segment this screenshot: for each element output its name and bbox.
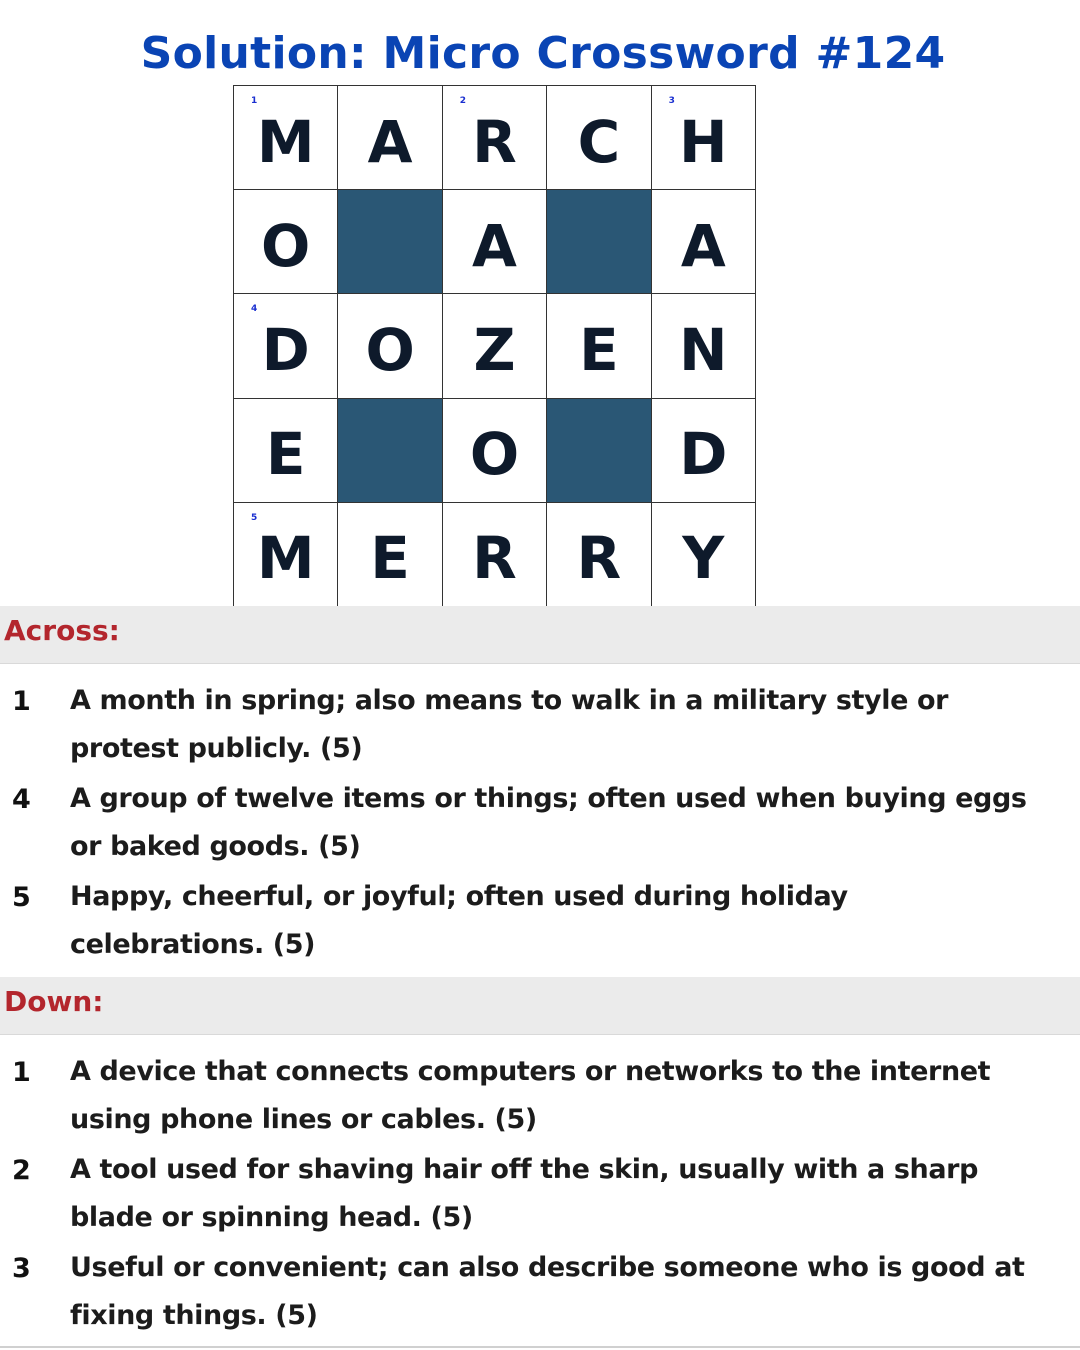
- cell-letter: A: [680, 211, 726, 280]
- grid-cell: [547, 86, 651, 190]
- cell-letter: Z: [473, 315, 516, 384]
- grid-cell: [234, 294, 338, 398]
- grid-cell: [443, 190, 547, 294]
- clue-text: A month in spring; also means to walk in a military style or protest publicly. (5): [70, 685, 949, 764]
- grid-cell: [234, 86, 338, 190]
- grid-cell: [234, 190, 338, 294]
- clue-text: A tool used for shaving hair off the skin, usually with a sharp blade or spinning head. (5): [70, 1154, 979, 1233]
- crossword-grid: [233, 85, 756, 607]
- clue-text: Happy, cheerful, or joyful; often used during holiday celebrations. (5): [70, 881, 848, 960]
- clue-text: A group of twelve items or things; often used when buying eggs or baked goods. (5): [70, 783, 1027, 862]
- grid-cell: [443, 503, 547, 607]
- grid-cell: [547, 503, 651, 607]
- cell-letter: A: [472, 211, 517, 280]
- cell-number: 1: [251, 96, 258, 106]
- clue-number: 1: [12, 1057, 31, 1088]
- page-title: Solution: Micro Crossword #124: [140, 28, 946, 79]
- cell-letter: C: [577, 107, 621, 176]
- across-header: [0, 606, 1080, 664]
- clue-number: 3: [12, 1253, 31, 1284]
- down-header: [0, 977, 1080, 1035]
- cell-number: 2: [459, 96, 467, 106]
- cell-letter: H: [679, 107, 728, 176]
- cell-letter: R: [472, 524, 517, 593]
- grid-cell: [338, 86, 442, 190]
- grid-cell: [338, 294, 442, 398]
- cell-letter: D: [261, 315, 310, 384]
- cell-letter: R: [576, 524, 622, 593]
- cell-letter: E: [579, 315, 619, 384]
- cell-letter: E: [265, 420, 306, 489]
- bottom-divider: [0, 1346, 1080, 1348]
- clue-number: 2: [12, 1155, 31, 1186]
- cell-letter: Y: [682, 524, 725, 593]
- cell-number: 5: [251, 512, 258, 523]
- clue-text: A device that connects computers or networks to the internet using phone lines or cables. (5): [70, 1056, 991, 1135]
- cell-letter: M: [256, 107, 315, 176]
- grid-cell: [652, 294, 756, 398]
- grid-cell: [234, 503, 338, 607]
- black-cell: [547, 399, 651, 503]
- cell-letter: O: [469, 420, 520, 489]
- cell-letter: E: [370, 524, 410, 593]
- grid-cell: [652, 86, 756, 190]
- grid-cell: [338, 503, 442, 607]
- cell-number: 4: [251, 304, 258, 315]
- cell-letter: M: [256, 524, 315, 593]
- cell-letter: O: [261, 211, 311, 280]
- clue-text: Useful or convenient; can also describe someone who is good at fixing things. (5): [70, 1252, 1025, 1331]
- grid-cell: [652, 190, 756, 294]
- grid-cell: [547, 294, 651, 398]
- grid-cell: [652, 503, 756, 607]
- black-cell: [547, 190, 651, 294]
- black-cell: [338, 190, 442, 294]
- grid-cell: [234, 399, 338, 503]
- clue-number: 4: [12, 784, 31, 815]
- cell-letter: O: [365, 315, 415, 384]
- cell-letter: A: [367, 107, 413, 176]
- cell-letter: N: [679, 315, 728, 384]
- cell-letter: D: [679, 420, 728, 489]
- cell-number: 3: [668, 96, 675, 106]
- grid-cell: [443, 399, 547, 503]
- cell-letter: R: [472, 107, 517, 176]
- down-label: Down:: [4, 985, 104, 1018]
- grid-cell: [443, 86, 547, 190]
- black-cell: [338, 399, 442, 503]
- grid-cell: [652, 399, 756, 503]
- across-label: Across:: [4, 614, 120, 647]
- grid-cell: [443, 294, 547, 398]
- clue-number: 5: [12, 882, 31, 913]
- clue-number: 1: [12, 686, 31, 717]
